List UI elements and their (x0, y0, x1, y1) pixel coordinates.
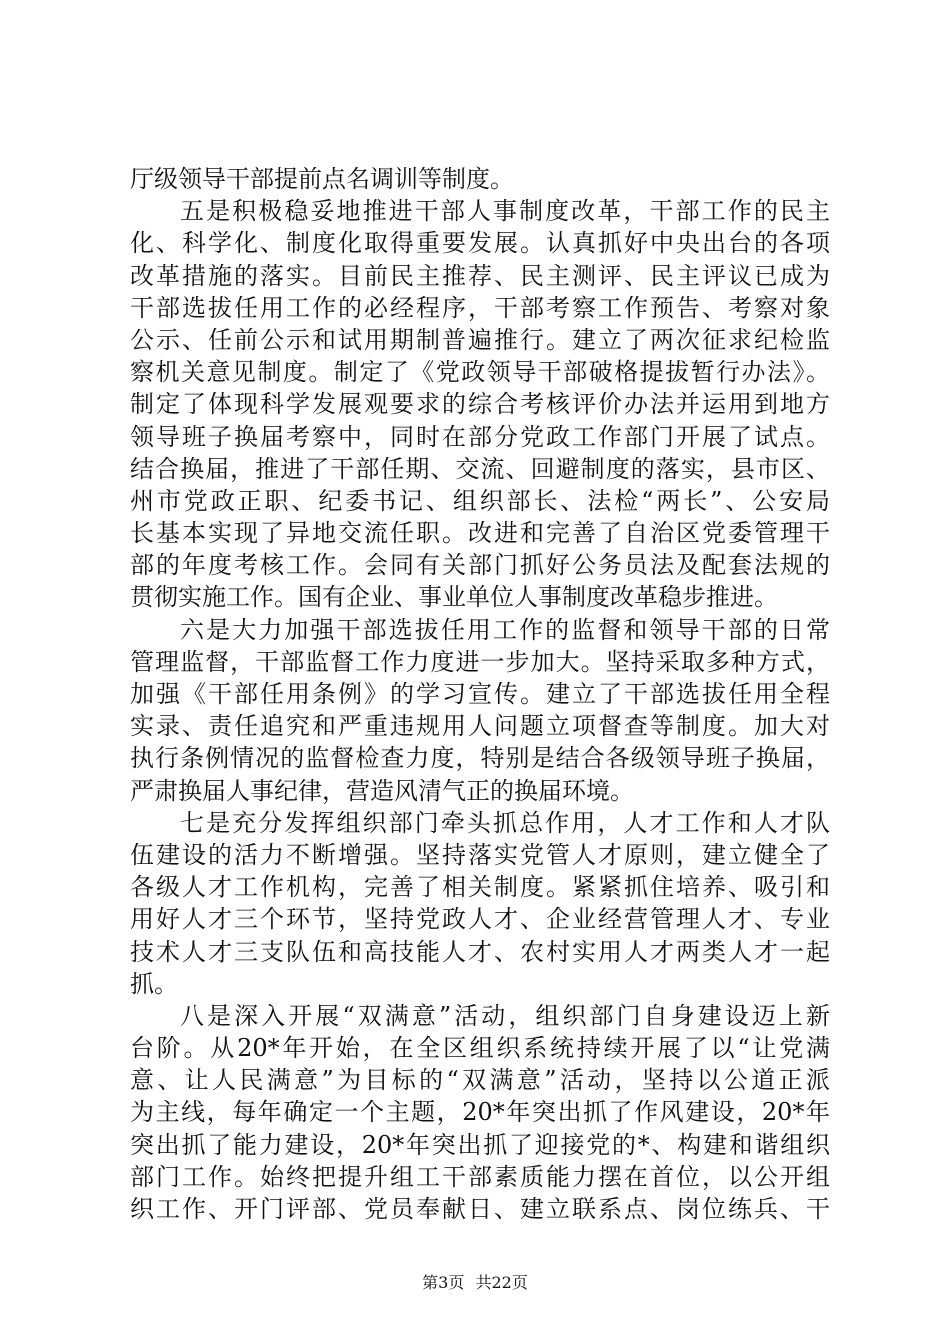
text-line: 部门工作。始终把提升组工干部素质能力摆在首位，以公开组 (130, 1162, 830, 1191)
text-line: 化、科学化、制度化取得重要发展。认真抓好中央出台的各项 (130, 229, 830, 258)
text-line: 厅级领导干部提前点名调训等制度。 (130, 165, 514, 193)
text-line: 改革措施的落实。目前民主推荐、民主测评、民主评议已成为 (130, 261, 830, 290)
page-footer (0, 1270, 950, 1293)
text-line: 贯彻实施工作。国有企业、事业单位人事制度改革稳步推进。 (130, 583, 778, 612)
text-line: 州市党政正职、纪委书记、组织部长、法检“两长”、公安局 (130, 486, 830, 515)
text-line: 领导班子换届考察中，同时在部分党政工作部门开展了试点。 (130, 422, 830, 451)
text-line: 用好人才三个环节，坚持党政人才、企业经营管理人才、专业 (130, 905, 830, 934)
text-line: 公示、任前公示和试用期制普遍推行。建立了两次征求纪检监 (130, 325, 830, 354)
text-line: 执行条例情况的监督检查力度，特别是结合各级领导班子换届， (130, 744, 830, 773)
text-line: 部的年度考核工作。会同有关部门抓好公务员法及配套法规的 (130, 551, 830, 580)
text-line: 七是充分发挥组织部门牵头抓总作用，人才工作和人才队 (180, 808, 830, 837)
text-line: 制定了体现科学发展观要求的综合考核评价办法并运用到地方 (130, 390, 830, 419)
total-pages: 共22页 (475, 1273, 528, 1292)
text-line: 为主线，每年确定一个主题，20*年突出抓了作风建设，20*年 (130, 1098, 830, 1127)
text-line: 管理监督，干部监督工作力度进一步加大。坚持采取多种方式， (130, 647, 830, 676)
text-line: 严肃换届人事纪律，营造风清气正的换届环境。 (130, 776, 634, 805)
text-line: 织工作、开门评部、党员奉献日、建立联系点、岗位练兵、干 (130, 1195, 830, 1223)
text-line: 结合换届，推进了干部任期、交流、回避制度的落实，县市区、 (130, 454, 830, 483)
text-line: 伍建设的活力不断增强。坚持落实党管人才原则，建立健全了 (130, 840, 830, 869)
document-body (130, 163, 830, 1225)
page-number: 第3页 (422, 1273, 465, 1292)
text-line: 台阶。从20*年开始，在全区组织系统持续开展了以“让党满 (130, 1034, 830, 1063)
text-line: 八是深入开展“双满意”活动，组织部门自身建设迈上新 (180, 1001, 830, 1030)
text-line: 察机关意见制度。制定了《党政领导干部破格提拔暂行办法》。 (130, 358, 830, 387)
paragraph (130, 1000, 830, 1225)
text-line: 各级人才工作机构，完善了相关制度。紧紧抓住培养、吸引和 (130, 873, 830, 902)
text-line: 意、让人民满意”为目标的“双满意”活动，坚持以公道正派 (130, 1066, 830, 1095)
paragraph (130, 163, 830, 195)
text-line: 技术人才三支队伍和高技能人才、农村实用人才两类人才一起 (130, 937, 830, 966)
paragraph (130, 195, 830, 613)
text-line: 六是大力加强干部选拔任用工作的监督和领导干部的日常 (180, 615, 830, 644)
text-line: 干部选拔任用工作的必经程序，干部考察工作预告、考察对象 (130, 293, 830, 322)
text-line: 长基本实现了异地交流任职。改进和完善了自治区党委管理干 (130, 519, 830, 548)
text-line: 五是积极稳妥地推进干部人事制度改革，干部工作的民主 (180, 197, 830, 226)
text-line: 实录、责任追究和严重违规用人问题立项督查等制度。加大对 (130, 712, 830, 741)
text-line: 抓。 (130, 969, 178, 998)
paragraph (130, 614, 830, 807)
paragraph (130, 807, 830, 1000)
text-line: 加强《干部任用条例》的学习宣传。建立了干部选拔任用全程 (130, 680, 830, 708)
text-line: 突出抓了能力建设，20*年突出抓了迎接党的*、构建和谐组织 (130, 1130, 830, 1159)
